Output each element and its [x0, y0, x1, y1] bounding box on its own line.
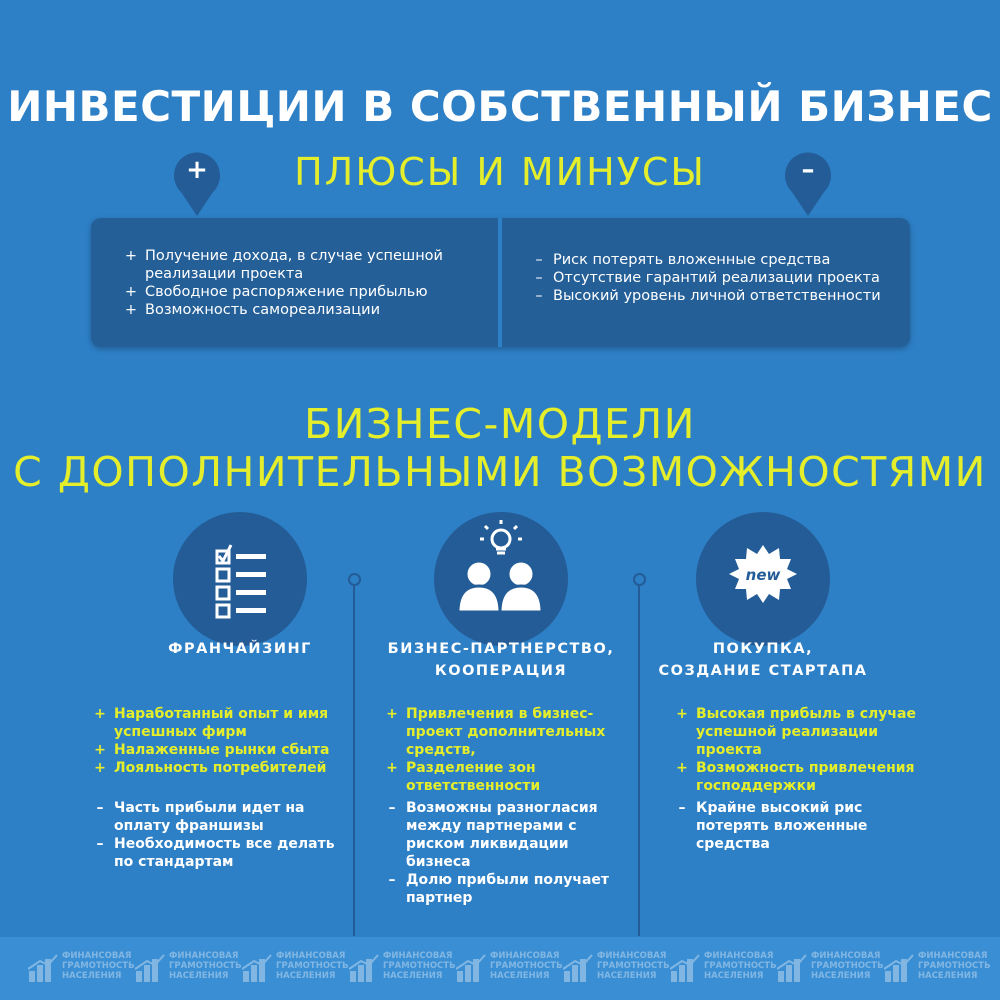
logo-text: ФИНАНСОВАЯ ГРАМОТНОСТЬ НАСЕЛЕНИЯ [918, 951, 991, 981]
column-heading-franchise: ФРАНЧАЙЗИНГ [168, 641, 312, 657]
growth-bars-icon [456, 953, 486, 983]
list-item: – Часть прибыли идет на оплату франшизы [96, 800, 305, 834]
growth-bars-icon [349, 953, 379, 983]
financial-literacy-logo [670, 949, 777, 989]
separator-dot [633, 573, 646, 586]
logo-text: ФИНАНСОВАЯ ГРАМОТНОСТЬ НАСЕЛЕНИЯ [704, 951, 777, 981]
financial-literacy-logo [28, 949, 135, 989]
list-item: – Необходимость все делать по стандартам [96, 836, 335, 870]
logo-text: ФИНАНСОВАЯ ГРАМОТНОСТЬ НАСЕЛЕНИЯ [276, 951, 349, 981]
checklist-icon [173, 512, 307, 646]
column-separator [638, 586, 640, 936]
financial-literacy-logo [349, 949, 456, 989]
startup-circle [696, 512, 830, 646]
separator-dot [348, 573, 361, 586]
financial-literacy-logo [242, 949, 349, 989]
list-item: + Лояльность потребителей [94, 760, 327, 776]
models-heading [0, 400, 1000, 496]
growth-bars-icon [670, 953, 700, 983]
financial-literacy-logo [456, 949, 563, 989]
list-item: – Крайне высокий рис потерять вложенные средства [678, 800, 868, 852]
list-item: + Налаженные рынки сбыта [94, 742, 330, 758]
growth-bars-icon [242, 953, 272, 983]
logo-text: ФИНАНСОВАЯ ГРАМОТНОСТЬ НАСЕЛЕНИЯ [62, 951, 135, 981]
column-heading-partnership: БИЗНЕС-ПАРТНЕРСТВО, КООПЕРАЦИЯ [387, 641, 615, 679]
cons-item: – Риск потерять вложенные средства [535, 252, 831, 268]
partnership-circle [434, 512, 568, 646]
list-item: + Привлечения в бизнес-проект дополнительных средств, [386, 706, 606, 758]
panel-divider [498, 218, 502, 347]
footer-logo-strip [0, 937, 1000, 1000]
growth-bars-icon [884, 953, 914, 983]
partners-lightbulb-icon [434, 512, 568, 646]
pros-item: + Возможность самореализации [124, 302, 381, 318]
pros-cons-panel [91, 218, 910, 347]
new-badge-icon [696, 512, 830, 646]
list-item: + Разделение зон ответственности [386, 760, 541, 794]
plus-sign: + [186, 155, 208, 185]
pros-item: + Получение дохода, в случае успешной реализации проекта [124, 248, 443, 282]
financial-literacy-logo [777, 949, 884, 989]
startup-list [672, 705, 922, 853]
list-item: + Наработанный опыт и имя успешных фирм [94, 706, 329, 740]
financial-literacy-logo [884, 949, 991, 989]
list-item: – Долю прибыли получает партнер [388, 872, 610, 906]
pros-item: + Свободное распоряжение прибылью [124, 284, 428, 300]
franchise-list [90, 705, 340, 871]
models-heading-line1: БИЗНЕС-МОДЕЛИ [304, 400, 696, 448]
financial-literacy-logo [135, 949, 242, 989]
logo-text: ФИНАНСОВАЯ ГРАМОТНОСТЬ НАСЕЛЕНИЯ [597, 951, 670, 981]
models-heading-line2: С ДОПОЛНИТЕЛЬНЫМИ ВОЗМОЖНОСТЯМИ [13, 448, 987, 496]
cons-item: – Отсутствие гарантий реализации проекта [535, 270, 880, 286]
logo-text: ФИНАНСОВАЯ ГРАМОТНОСТЬ НАСЕЛЕНИЯ [169, 951, 242, 981]
franchise-circle [173, 512, 307, 646]
logo-text: ФИНАНСОВАЯ ГРАМОТНОСТЬ НАСЕЛЕНИЯ [490, 951, 563, 981]
column-heading-startup: ПОКУПКА, СОЗДАНИЕ СТАРТАПА [658, 641, 868, 679]
subtitle: ПЛЮСЫ И МИНУСЫ [294, 150, 706, 194]
minus-sign: – [801, 155, 815, 185]
growth-bars-icon [777, 953, 807, 983]
list-item: + Высокая прибыль в случае успешной реализации проекта [676, 706, 916, 758]
financial-literacy-logo [563, 949, 670, 989]
growth-bars-icon [28, 953, 58, 983]
list-item: – Возможны разногласия между партнерами с риском ликвидации бизнеса [388, 800, 598, 870]
new-badge-text: new [745, 566, 781, 584]
partnership-list [382, 705, 622, 907]
logo-text: ФИНАНСОВАЯ ГРАМОТНОСТЬ НАСЕЛЕНИЯ [811, 951, 884, 981]
growth-bars-icon [563, 953, 593, 983]
list-item: + Возможность привлечения господдержки [676, 760, 915, 794]
logo-text: ФИНАНСОВАЯ ГРАМОТНОСТЬ НАСЕЛЕНИЯ [383, 951, 456, 981]
column-separator [353, 586, 355, 936]
page-title: ИНВЕСТИЦИИ В СОБСТВЕННЫЙ БИЗНЕС [7, 82, 993, 131]
pros-list [121, 247, 461, 319]
cons-list [529, 251, 909, 305]
growth-bars-icon [135, 953, 165, 983]
cons-item: – Высокий уровень личной ответственности [535, 288, 881, 304]
